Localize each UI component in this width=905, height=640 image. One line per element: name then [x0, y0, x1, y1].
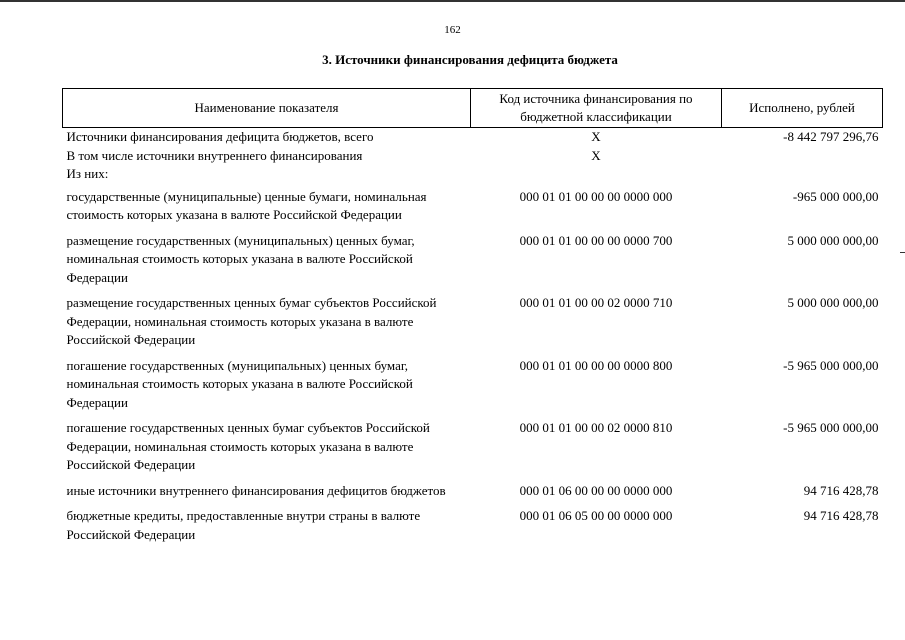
- row-name: В том числе источники внутреннего финансирования: [66, 147, 363, 163]
- row-code: 000 01 01 00 00 02 0000 810: [519, 420, 673, 435]
- table-row: [63, 503, 883, 547]
- row-name: погашение государственных (муниципальных) ценных бумаг, номинальная стоимость которых указана в валюте Российской Федерации: [66, 357, 413, 410]
- financing-sources-table: [62, 88, 883, 547]
- row-name: размещение государственных ценных бумаг субъектов Российской Федерации, номинальная стоимость которых указана в валюте Российской Федерации: [66, 295, 437, 347]
- table-row: [63, 128, 883, 147]
- table-row: [63, 184, 883, 228]
- row-amount: [722, 165, 883, 184]
- row-amount: -8 442 797 296,76: [783, 129, 879, 144]
- header-executed-amount: Исполнено, рублей: [722, 89, 883, 128]
- table-row: [63, 415, 883, 478]
- page-number: 162: [444, 24, 461, 36]
- row-name: Из них:: [66, 166, 109, 181]
- row-code: 000 01 01 00 00 00 0000 800: [519, 357, 673, 373]
- table-row: [63, 147, 883, 166]
- row-amount: 94 716 428,78: [803, 508, 879, 523]
- row-code: X: [591, 147, 601, 163]
- table-row: [63, 290, 883, 353]
- row-name: погашение государственных ценных бумаг субъектов Российской Федерации, номинальная стоимость которых указана в валюте Российской Федерации: [66, 420, 430, 472]
- row-code: X: [591, 129, 601, 144]
- row-name: бюджетные кредиты, предоставленные внутри страны в валюте Российской Федерации: [66, 508, 421, 542]
- row-name: государственные (муниципальные) ценные бумаги, номинальная стоимость которых указана в валюте Российской Федерации: [66, 188, 427, 222]
- row-amount: 5 000 000 000,00: [787, 295, 879, 310]
- table-header-row: [63, 89, 883, 128]
- row-name: иные источники внутреннего финансирования дефицитов бюджетов: [66, 482, 446, 498]
- header-classification-code: Код источника финансирования по бюджетной классификации: [471, 89, 722, 128]
- row-amount: -965 000 000,00: [792, 188, 879, 204]
- table-row: [63, 353, 883, 416]
- row-amount: -5 965 000 000,00: [783, 420, 879, 435]
- row-code: 000 01 01 00 00 00 0000 700: [519, 232, 673, 248]
- row-amount: 5 000 000 000,00: [787, 232, 879, 248]
- row-code: 000 01 06 05 00 00 0000 000: [519, 508, 673, 523]
- header-indicator-name: Наименование показателя: [63, 89, 471, 128]
- table-row: [63, 165, 883, 184]
- row-code: 000 01 01 00 00 00 0000 000: [519, 188, 673, 204]
- row-code: [471, 165, 722, 184]
- row-code: 000 01 06 00 00 00 0000 000: [519, 482, 673, 498]
- row-amount: 94 716 428,78: [803, 482, 879, 498]
- edge-mark: [900, 252, 905, 253]
- section-title: 3. Источники финансирования дефицита бюджета: [322, 52, 618, 67]
- table-row: [63, 478, 883, 504]
- row-name: Источники финансирования дефицита бюджетов, всего: [66, 129, 374, 144]
- row-code: 000 01 01 00 00 02 0000 710: [519, 295, 673, 310]
- top-border-line: [0, 0, 905, 2]
- row-amount: [722, 147, 883, 166]
- row-name: размещение государственных (муниципальных) ценных бумаг, номинальная стоимость которых указана в валюте Российской Федерации: [66, 232, 415, 285]
- table-row: [63, 228, 883, 291]
- row-amount: -5 965 000 000,00: [783, 357, 879, 373]
